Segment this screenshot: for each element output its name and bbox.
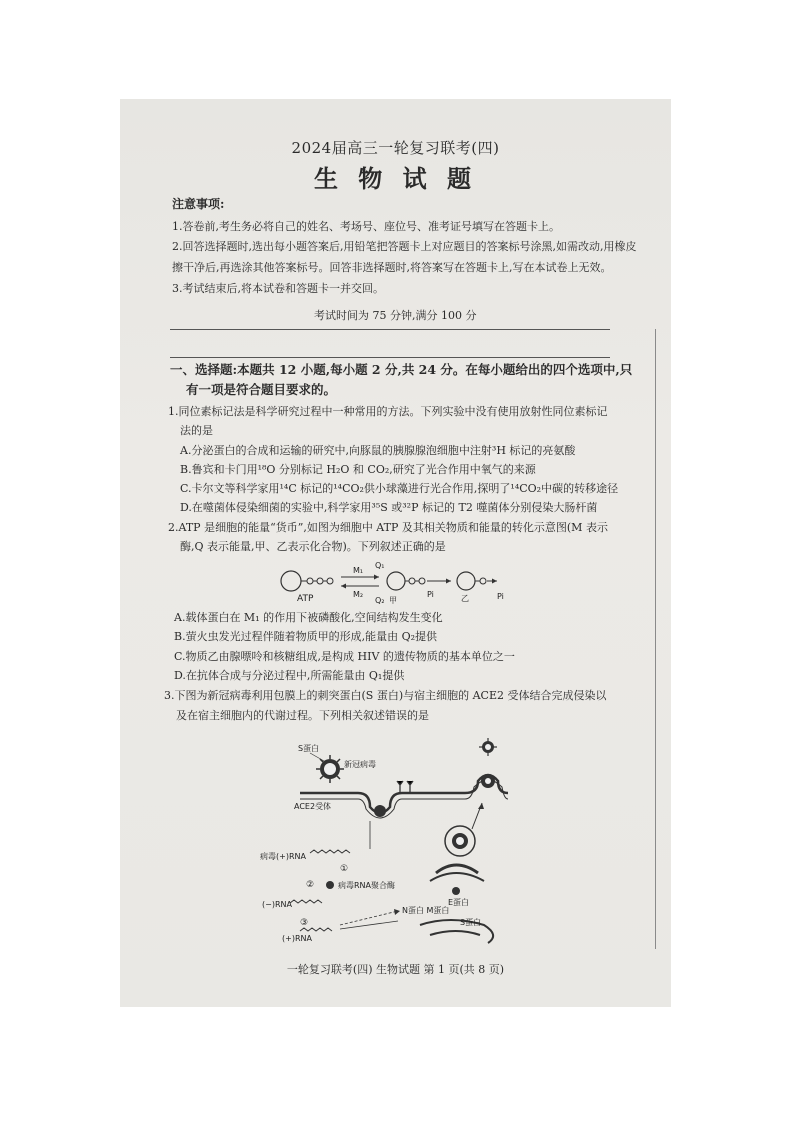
s-protein-label: S蛋白 [298, 744, 320, 753]
plus-rna-bottom-label: (+)RNA [282, 934, 312, 943]
cell-membrane [300, 775, 508, 813]
step3-label: ③ [300, 918, 309, 928]
notice-item-4: 3.考试结束后,将本试卷和答题卡一并交回。 [172, 282, 384, 295]
s-protein2-label: S蛋白 [460, 918, 482, 927]
page-footer: 一轮复习联考(四) 生物试题 第 1 页(共 8 页) [286, 963, 505, 976]
atp-diagram [275, 559, 515, 609]
time-info: 考试时间为 75 分钟,满分 100 分 [314, 309, 477, 322]
q2-stem-line1: 2.ATP 是细胞的能量“货币”,如图为细胞中 ATP 及其相关物质和能量的转化示意图(M 表示 [168, 521, 608, 534]
q1-option-d: D.在噬菌体侵染细菌的实验中,科学家用³⁵S 或³²P 标记的 T2 噬菌体分别侵染大肠杆菌 [180, 501, 598, 514]
q1-stem-line2: 法的是 [180, 424, 213, 437]
notice-item-2: 2.回答选择题时,选出每小题答案后,用铅笔把答题卡上对应题目的答案标号涂黑,如需改动,用橡皮 [172, 240, 637, 253]
q1-option-b: B.鲁宾和卡门用¹⁸O 分别标记 H₂O 和 CO₂,研究了光合作用中氧气的来源 [180, 463, 536, 476]
jia-label: 甲 [389, 596, 397, 605]
exam-paper [120, 99, 671, 1007]
exiting-virus-icon [479, 738, 497, 788]
q2-label: Q₂ [375, 596, 385, 605]
notice-item-3: 擦干净后,再选涂其他答案标号。回答非选择题时,将答案写在答题卡上,写在本试卷上无效。 [172, 261, 612, 274]
q2-stem-line2: 酶,Q 表示能量,甲、乙表示化合物)。下列叙述正确的是 [180, 540, 446, 553]
exam-photo [120, 99, 671, 1007]
q1-option-a: A.分泌蛋白的合成和运输的研究中,向豚鼠的胰腺腺泡细胞中注射³H 标记的亮氨酸 [180, 444, 576, 457]
polymerase-label: 病毒RNA聚合酶 [338, 881, 396, 890]
q1-stem-line1: 1.同位素标记法是科学研究过程中一种常用的方法。下列实验中没有使用放射性同位素标记 [168, 405, 608, 418]
virus-infection-diagram [260, 729, 520, 949]
notice-title: 注意事项: [172, 197, 225, 211]
virus-icon [316, 755, 344, 783]
endocytosed-virus-icon [374, 805, 386, 817]
step1-label: ① [340, 864, 349, 874]
atp-label: ATP [297, 594, 314, 604]
q3-stem-line1: 3.下图为新冠病毒利用包膜上的刺突蛋白(S 蛋白)与宿主细胞的 ACE2 受体结合完成侵染以 [164, 689, 607, 702]
ace2-label: ACE2受体 [294, 802, 332, 811]
divider-top [170, 329, 610, 330]
q1-label: Q₁ [375, 561, 385, 570]
yi-label: 乙 [461, 594, 469, 603]
m2-label: M₂ [353, 590, 364, 599]
notice-item-1: 1.答卷前,考生务必将自己的姓名、考场号、座位号、准考证号填写在答题卡上。 [172, 220, 560, 233]
adenosine-circle [281, 571, 301, 591]
divider-bottom [170, 357, 610, 358]
polymerase-icon [326, 881, 334, 889]
subject-title: 生 物 试 题 [313, 164, 478, 193]
q2-option-b: B.萤火虫发光过程伴随着物质甲的形成,能量由 Q₂提供 [174, 630, 437, 643]
q2-option-c: C.物质乙由腺嘌呤和核糖组成,是构成 HIV 的遗传物质的基本单位之一 [174, 650, 515, 663]
q2-option-a: A.载体蛋白在 M₁ 的作用下被磷酸化,空间结构发生变化 [174, 611, 443, 624]
golgi-icon [436, 865, 478, 873]
exam-title: 2024届高三一轮复习联考(四) [291, 139, 500, 157]
plus-rna-top-label: 病毒(+)RNA [260, 852, 306, 861]
minus-rna-label: (−)RNA [262, 900, 292, 909]
step2-label: ② [306, 880, 315, 890]
section-heading-line2: 有一项是符合题目要求的。 [186, 382, 337, 397]
q2-option-d: D.在抗体合成与分泌过程中,所需能量由 Q₁提供 [174, 669, 405, 682]
pi2-label: Pi [497, 592, 504, 601]
e-protein-label: E蛋白 [448, 898, 470, 907]
m1-label: M₁ [353, 566, 364, 575]
q1-option-c: C.卡尔文等科学家用¹⁴C 标记的¹⁴CO₂供小球藻进行光合作用,探明了¹⁴CO₂中碳的转移途径 [180, 482, 619, 495]
pi1-label: Pi [427, 590, 434, 599]
margin-line [655, 329, 656, 949]
ace2-receptor-icon [397, 781, 413, 793]
q3-stem-line2: 及在宿主细胞内的代谢过程。下列相关叙述错误的是 [176, 709, 429, 722]
section-heading-line1: 一、选择题:本题共 12 小题,每小题 2 分,共 24 分。在每小题给出的四个选项中,只 [170, 362, 633, 377]
virus-label: 新冠病毒 [344, 760, 376, 769]
n-m-protein-label: N蛋白 M蛋白 [402, 906, 450, 915]
